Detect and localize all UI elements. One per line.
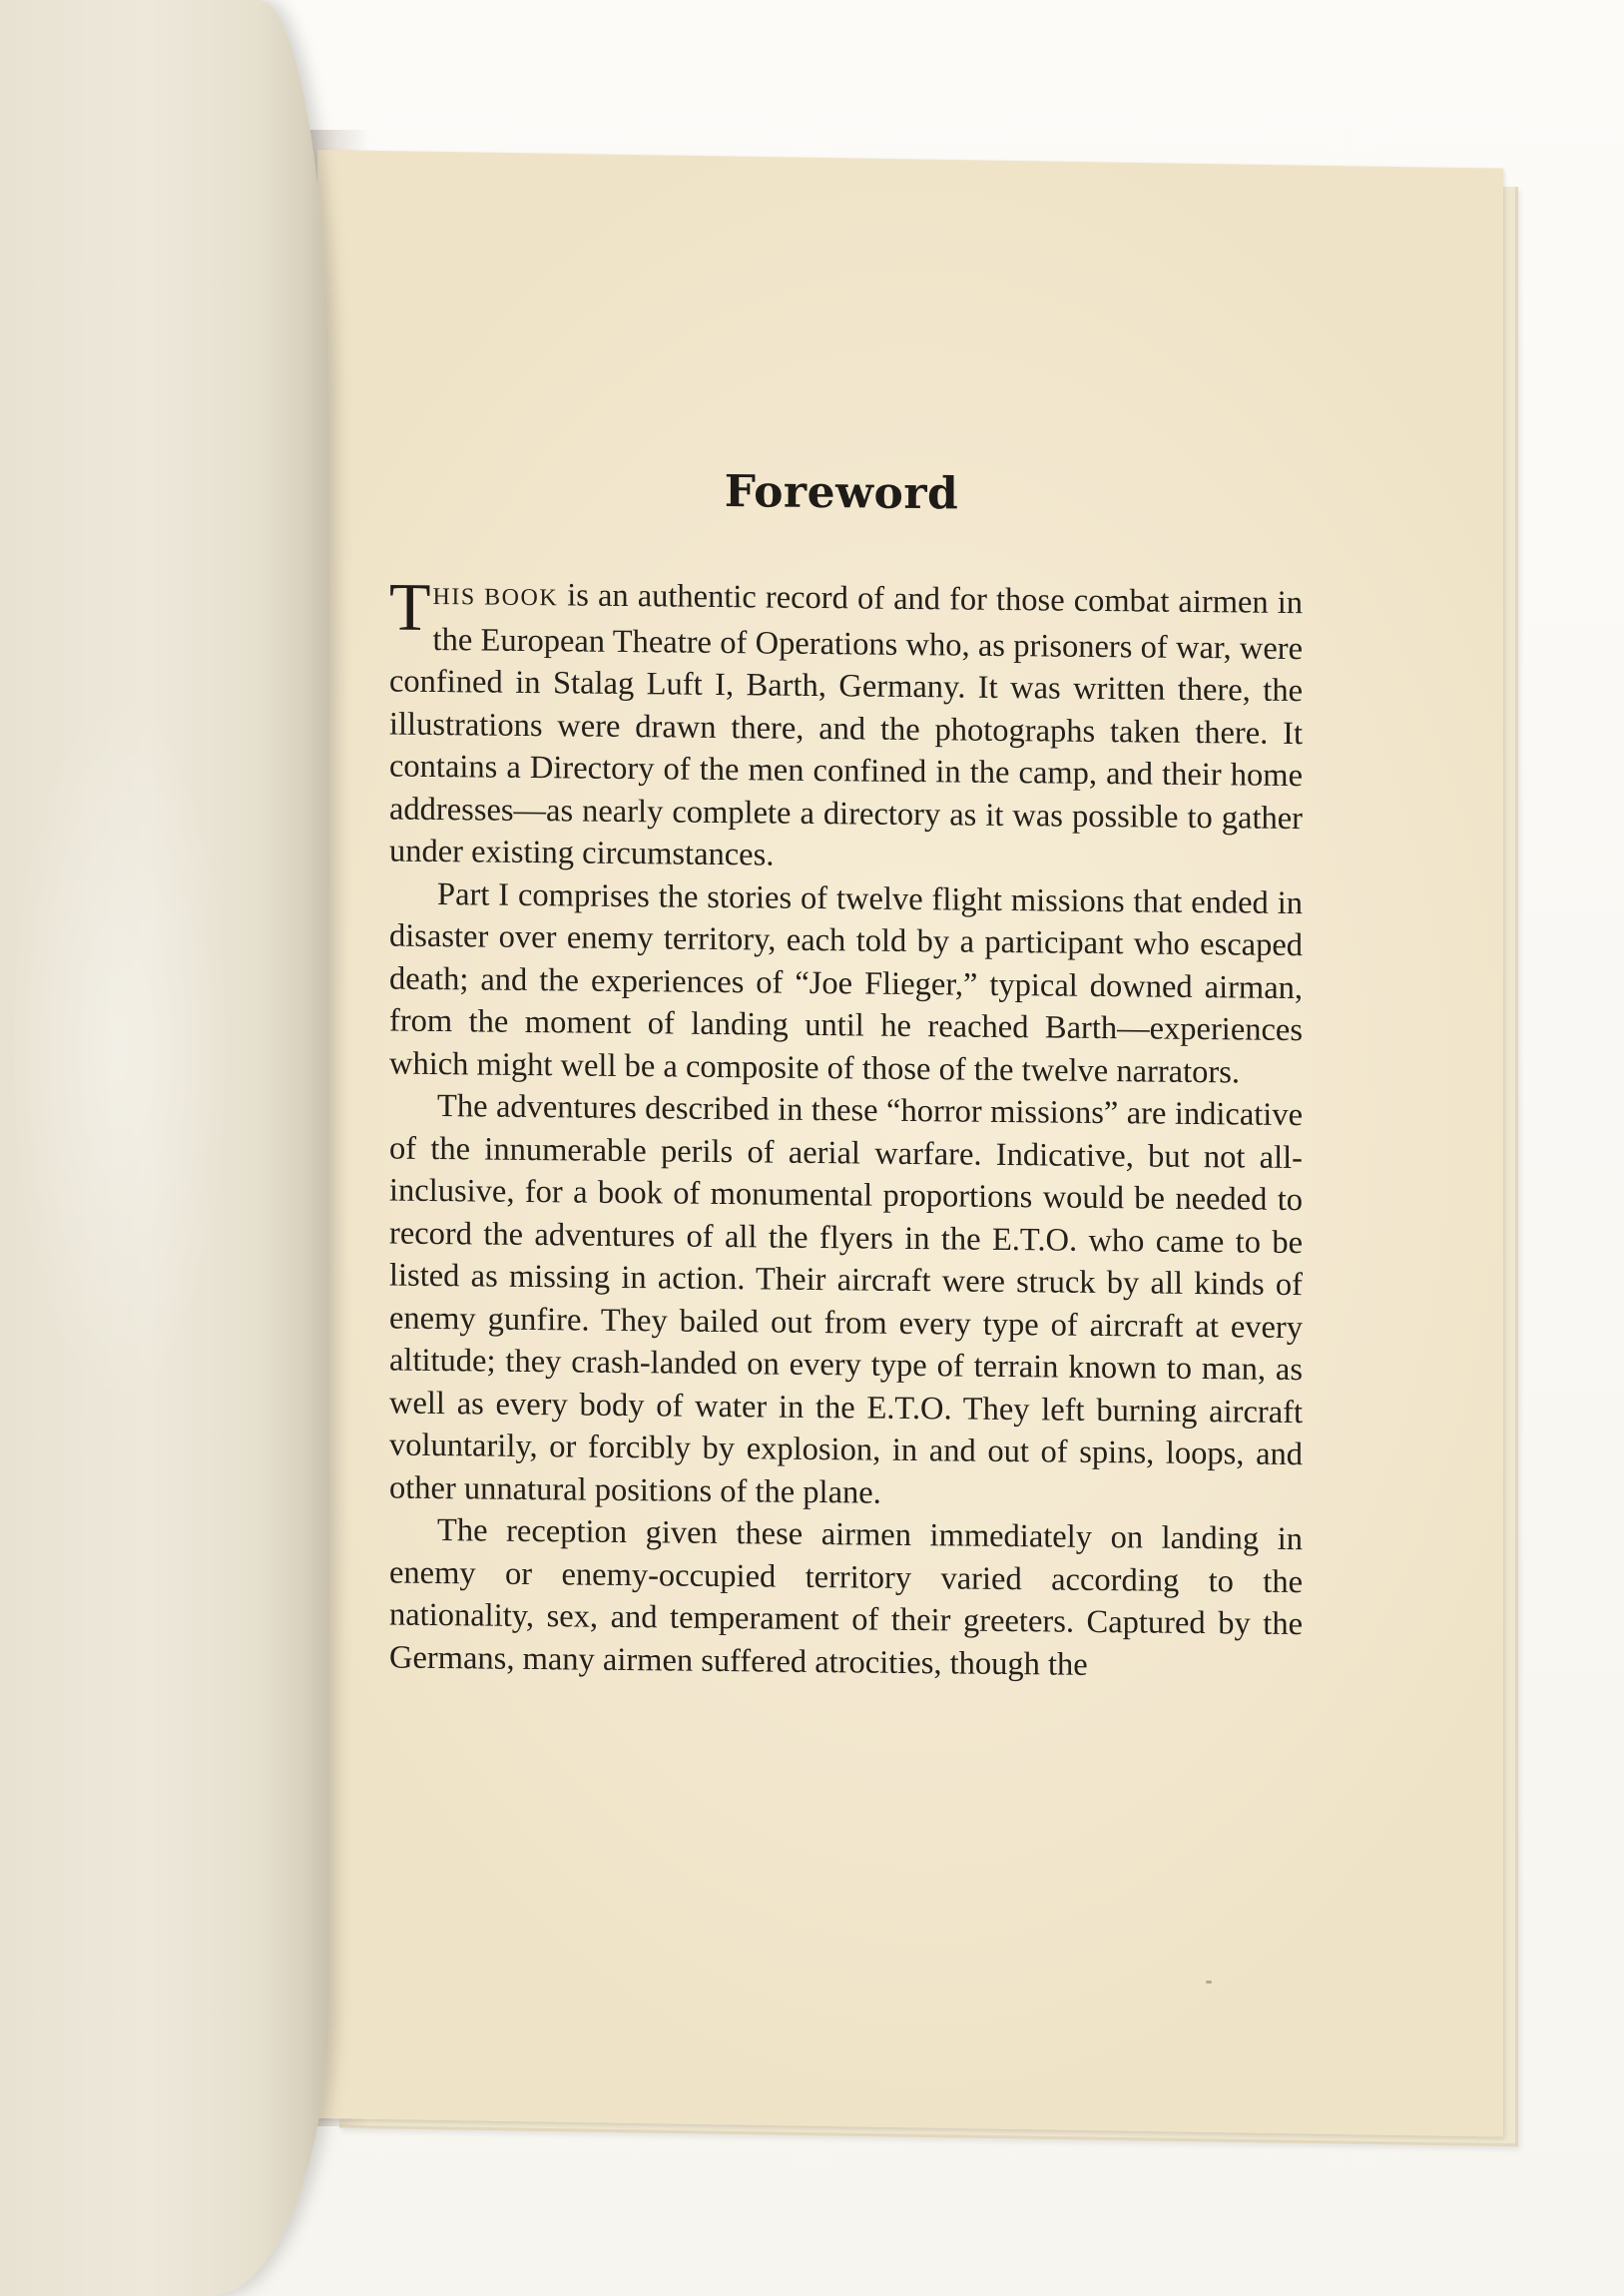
paragraph-4: The reception given these airmen immediately on landing in enemy or enemy-occupied territory varied according to the nationality, sex, and temperament of their greeters. Captured by the Germans, many airmen suffered atrocities, though the — [389, 1512, 1303, 1683]
paragraph-2: Part I comprises the stories of twelve flight missions that ended in disaster over enemy territory, each told by a participant who escaped death; and the experiences of “Joe Flieger,” typical downed airman, from the moment of landing until he reached Barth—experiences which might well be a composite of those of the twelve narrators. — [389, 875, 1303, 1090]
left-page-curl — [0, 0, 329, 2296]
right-page — [317, 150, 1503, 2137]
paragraph-3: The adventures described in these “horror missions” are indicative of the innumerable perils of aerial warfare. Indicative, but not all-inclusive, for a book of monumental proportions would be needed to record the adventures of all the flyers in the E.T.O. who came to be listed as missing in action. Their aircraft were struck by all kinds of enemy gunfire. They bailed out from every type of aircraft at every altitude; they crash-landed on every type of terrain known to man, as well as every body of water in the E.T.O. They left burning aircraft voluntarily, or forcibly by explosion, in and out of spins, loops, and other unnatural positions of the plane. — [389, 1088, 1303, 1511]
page-title: Foreword — [724, 466, 959, 520]
paragraph-1 — [389, 568, 1303, 882]
paragraph-1-text: is an authentic record of and for those combat airmen in the European Theatre of Operations who, as prisoners of war, were confined in Stalag Luft I, Barth, Germany. It was written there, the illustrations were drawn there, and the photographs taken there. It contains a Directory of the men confined in the camp, and their home addresses—as nearly complete a directory as it was possible to gather under existing circumstances. — [389, 577, 1303, 873]
foreword-text — [389, 568, 1303, 1689]
opening-smallcaps: HIS BOOK — [432, 583, 559, 612]
paper-speck — [1206, 1981, 1212, 1984]
drop-cap: T — [389, 568, 431, 645]
